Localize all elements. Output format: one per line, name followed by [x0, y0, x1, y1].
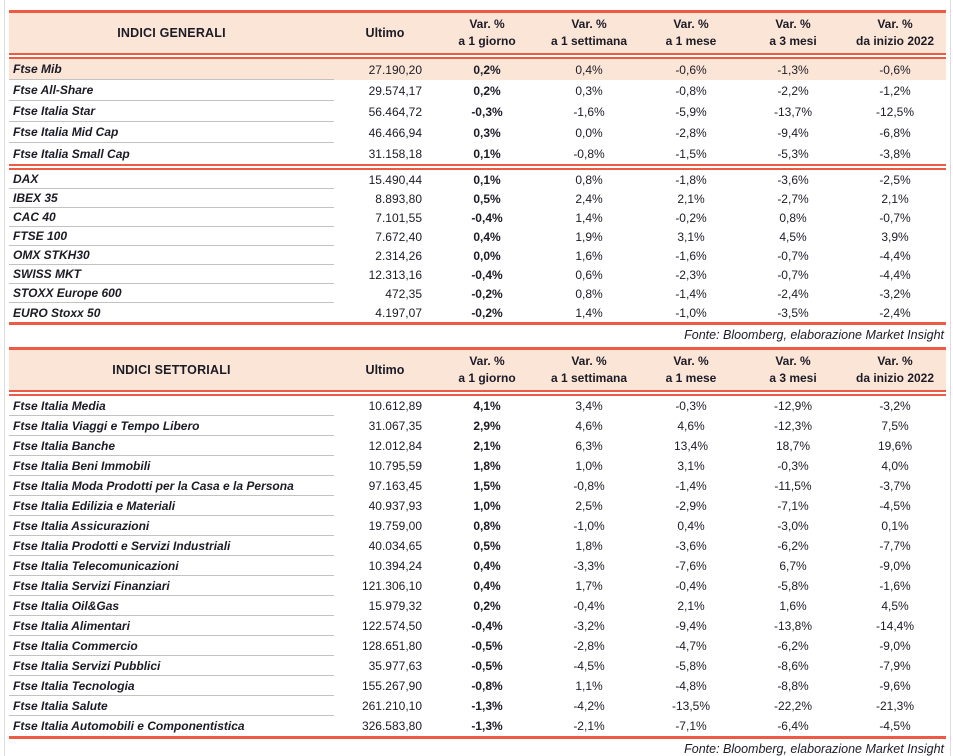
- row-var-0-value: -1,3%: [471, 719, 503, 733]
- row-var-3-value: -7,1%: [777, 499, 809, 513]
- table-row: [9, 496, 946, 516]
- row-ultimo-value: 155.267,90: [361, 679, 422, 693]
- row-var-4-value: -7,9%: [879, 659, 911, 673]
- row-var-3-value: 4,5%: [779, 229, 807, 244]
- row-var-1-value: 1,6%: [575, 248, 603, 263]
- row-var-1-value: -2,1%: [573, 719, 605, 733]
- row-var-2-value: -1,4%: [675, 286, 707, 301]
- row-label: Ftse Italia Viaggi e Tempo Libero: [9, 416, 334, 436]
- row-var-0-value: -1,3%: [471, 699, 503, 713]
- column-header-var-line2: a 3 mesi: [769, 371, 817, 385]
- row-var-1-value: -3,3%: [573, 559, 605, 573]
- row-ultimo-value: 40.034,65: [368, 539, 422, 553]
- row-ultimo-value: 15.490,44: [368, 172, 422, 187]
- row-var-2-value: -1,6%: [675, 248, 707, 263]
- column-header-var-line2: a 1 mese: [665, 371, 717, 385]
- row-ultimo-value: 472,35: [385, 286, 422, 301]
- row-var-1-value: -0,8%: [573, 146, 605, 161]
- row-var-4-value: -6,8%: [879, 125, 911, 140]
- table-row: [9, 436, 946, 456]
- row-var-0-value: -0,5%: [471, 639, 503, 653]
- row-var-3-value: -1,3%: [777, 62, 809, 77]
- column-header-var-4: [844, 353, 946, 387]
- row-var-0-value: 0,2%: [473, 62, 501, 77]
- table-row: [9, 476, 946, 496]
- row-var-2-value: -1,0%: [675, 305, 707, 320]
- table-row: [9, 208, 946, 227]
- row-ultimo-value: 19.759,00: [368, 519, 422, 533]
- row-ultimo-value: 7.672,40: [375, 229, 422, 244]
- row-var-1-value: -4,5%: [573, 659, 605, 673]
- row-var-2-value: -2,9%: [675, 499, 707, 513]
- row-group: [9, 170, 946, 322]
- row-var-1-value: -2,8%: [573, 639, 605, 653]
- row-var-4-value: -1,2%: [879, 83, 911, 98]
- row-label: Ftse Italia Banche: [9, 436, 334, 456]
- row-group: [9, 59, 946, 164]
- row-var-1-value: 2,5%: [575, 499, 603, 513]
- row-label: Ftse Italia Servizi Finanziari: [9, 576, 334, 596]
- row-var-1-value: -0,4%: [573, 599, 605, 613]
- row-var-0-value: -0,3%: [471, 104, 503, 119]
- column-header-var-2: [640, 16, 742, 50]
- table-row: [9, 416, 946, 436]
- row-ultimo-value: 35.977,63: [368, 659, 422, 673]
- row-var-1-value: 0,4%: [575, 62, 603, 77]
- row-label: Ftse Italia Servizi Pubblici: [9, 656, 334, 676]
- row-var-4-value: -4,4%: [879, 267, 911, 282]
- row-ultimo-value: 10.612,89: [368, 399, 422, 413]
- row-var-3-value: -0,7%: [777, 248, 809, 263]
- row-var-2-value: -13,5%: [671, 699, 711, 713]
- row-ultimo-value: 4.197,07: [375, 305, 422, 320]
- row-ultimo-value: 2.314,26: [375, 248, 422, 263]
- row-var-1-value: 1,9%: [575, 229, 603, 244]
- row-var-3-value: -13,7%: [773, 104, 813, 119]
- table-row: [9, 284, 946, 303]
- row-ultimo-value: 15.979,32: [368, 599, 422, 613]
- column-header-var-line1: Var. %: [877, 17, 913, 31]
- row-var-3-value: -11,5%: [774, 479, 812, 493]
- row-label: Ftse Mib: [9, 59, 334, 80]
- row-var-0-value: 1,5%: [473, 479, 501, 493]
- column-header-var-line1: Var. %: [775, 17, 811, 31]
- table-row: [9, 536, 946, 556]
- source-caption: Fonte: Bloomberg, elaborazione Market Insight: [684, 742, 944, 756]
- row-var-1-value: 2,4%: [575, 191, 603, 206]
- row-var-2-value: -4,8%: [675, 679, 707, 693]
- row-ultimo-value: 7.101,55: [375, 210, 422, 225]
- row-label: Ftse Italia Prodotti e Servizi Industriali: [9, 536, 334, 556]
- row-var-4-value: 4,0%: [881, 459, 909, 473]
- row-var-3-value: -5,8%: [777, 579, 809, 593]
- row-var-0-value: -0,2%: [471, 286, 503, 301]
- row-var-3-value: -0,3%: [777, 459, 809, 473]
- row-label: STOXX Europe 600: [9, 284, 334, 303]
- row-var-2-value: -1,8%: [675, 172, 707, 187]
- row-var-1-value: 1,1%: [575, 679, 603, 693]
- row-var-2-value: -2,3%: [675, 267, 707, 282]
- row-var-2-value: 2,1%: [677, 599, 705, 613]
- row-var-0-value: -0,4%: [471, 267, 503, 282]
- row-var-0-value: 0,4%: [473, 559, 501, 573]
- row-var-0-value: -0,5%: [471, 659, 503, 673]
- row-var-1-value: 0,8%: [575, 172, 603, 187]
- row-var-3-value: -6,2%: [777, 639, 809, 653]
- table-row: [9, 556, 946, 576]
- row-var-0-value: 1,0%: [473, 499, 501, 513]
- row-var-4-value: 4,5%: [881, 599, 909, 613]
- table-row: [9, 696, 946, 716]
- row-var-1-value: 1,8%: [575, 539, 603, 553]
- row-ultimo-value: 10.795,59: [368, 459, 422, 473]
- row-var-0-value: 0,8%: [473, 519, 501, 533]
- column-header-var-line2: da inizio 2022: [855, 34, 935, 48]
- row-var-4-value: 19,6%: [877, 439, 913, 453]
- row-var-4-value: -0,6%: [879, 62, 911, 77]
- row-var-3-value: -3,5%: [777, 305, 809, 320]
- row-label: Ftse Italia Commercio: [9, 636, 334, 656]
- row-var-0-value: 2,1%: [473, 439, 501, 453]
- row-var-4-value: -9,6%: [879, 679, 911, 693]
- row-label: Ftse Italia Automobili e Componentistica: [13, 719, 245, 733]
- row-var-1-value: 0,8%: [575, 286, 603, 301]
- row-var-2-value: -5,9%: [675, 104, 707, 119]
- row-ultimo-value: 261.210,10: [361, 699, 422, 713]
- row-ultimo-value: 27.190,20: [368, 62, 422, 77]
- row-var-1-value: 0,0%: [575, 125, 603, 140]
- table-header-row: [9, 13, 946, 53]
- row-var-3-value: -3,6%: [777, 172, 809, 187]
- row-var-1-value: 0,3%: [575, 83, 603, 98]
- row-var-3-value: -8,6%: [777, 659, 809, 673]
- row-var-0-value: -0,8%: [471, 679, 503, 693]
- row-label: Ftse Italia Moda Prodotti per la Casa e la Persona: [9, 476, 334, 496]
- row-var-0-value: 0,0%: [473, 248, 501, 263]
- row-var-2-value: -1,4%: [675, 479, 707, 493]
- column-header-var-line2: a 1 settimana: [550, 34, 628, 48]
- row-label: Ftse Italia Media: [9, 396, 334, 416]
- row-var-4-value: -4,5%: [879, 499, 911, 513]
- column-header-var-0: [436, 16, 538, 50]
- row-var-1-value: 0,6%: [575, 267, 603, 282]
- row-var-1-value: 3,4%: [575, 399, 603, 413]
- table-title: INDICI SETTORIALI: [112, 363, 231, 377]
- row-label: Ftse Italia Mid Cap: [9, 122, 334, 143]
- row-var-3-value: 1,6%: [779, 599, 807, 613]
- table-title: INDICI GENERALI: [117, 26, 226, 40]
- column-header-var-line1: Var. %: [775, 354, 811, 368]
- row-ultimo-value: 31.067,35: [368, 419, 422, 433]
- row-var-3-value: 6,7%: [779, 559, 807, 573]
- row-var-1-value: 1,4%: [575, 305, 603, 320]
- table-row: [9, 576, 946, 596]
- column-header-var-4: [844, 16, 946, 50]
- table-row: [9, 59, 946, 80]
- row-var-4-value: -14,4%: [875, 619, 915, 633]
- row-label: EURO Stoxx 50: [13, 305, 101, 320]
- row-var-2-value: -3,6%: [675, 539, 707, 553]
- table-row: [9, 516, 946, 536]
- row-var-1-value: 4,6%: [575, 419, 603, 433]
- row-ultimo-value: 10.394,24: [368, 559, 422, 573]
- column-header-var-line2: a 3 mesi: [769, 34, 817, 48]
- row-var-4-value: 2,1%: [881, 191, 909, 206]
- row-var-3-value: 18,7%: [775, 439, 811, 453]
- row-var-2-value: 3,1%: [677, 459, 705, 473]
- row-label: Ftse Italia Oil&Gas: [9, 596, 334, 616]
- row-group: [9, 396, 946, 736]
- row-var-4-value: -1,6%: [879, 579, 911, 593]
- table-row: [9, 716, 946, 736]
- row-var-2-value: -0,3%: [675, 399, 707, 413]
- row-var-0-value: 0,3%: [473, 125, 501, 140]
- column-header-var-line2: a 1 giorno: [458, 371, 516, 385]
- row-var-4-value: -3,7%: [879, 479, 911, 493]
- row-ultimo-value: 31.158,18: [368, 146, 422, 161]
- table-header-row: [9, 350, 946, 390]
- column-header-var-line1: Var. %: [469, 17, 505, 31]
- row-var-0-value: 0,2%: [473, 599, 501, 613]
- row-var-3-value: -6,2%: [777, 539, 809, 553]
- row-label: Ftse Italia Star: [9, 101, 334, 122]
- table-bottom-rule: [9, 736, 946, 739]
- row-var-2-value: -7,6%: [675, 559, 707, 573]
- row-var-2-value: 4,6%: [677, 419, 705, 433]
- row-var-1-value: 1,7%: [575, 579, 603, 593]
- column-header-var-line2: a 1 giorno: [458, 34, 516, 48]
- row-var-3-value: -3,0%: [777, 519, 809, 533]
- row-var-3-value: -12,3%: [773, 419, 813, 433]
- row-var-0-value: -0,4%: [471, 210, 503, 225]
- row-var-4-value: -21,3%: [875, 699, 915, 713]
- table-indici-generali: [9, 10, 946, 325]
- row-var-3-value: -5,3%: [777, 146, 809, 161]
- row-var-0-value: 4,1%: [473, 399, 501, 413]
- column-header-var-3: [742, 16, 844, 50]
- row-label: Ftse Italia Assicurazioni: [9, 516, 334, 536]
- row-var-1-value: 1,4%: [575, 210, 603, 225]
- row-var-0-value: -0,2%: [471, 305, 503, 320]
- table-row: [9, 636, 946, 656]
- row-var-3-value: 0,8%: [779, 210, 807, 225]
- row-var-2-value: 13,4%: [673, 439, 709, 453]
- row-ultimo-value: 128.651,80: [361, 639, 422, 653]
- row-var-4-value: 7,5%: [881, 419, 909, 433]
- column-header-var-line1: Var. %: [877, 354, 913, 368]
- row-var-0-value: -0,4%: [471, 619, 503, 633]
- row-var-4-value: -12,5%: [875, 104, 915, 119]
- column-header-ultimo: Ultimo: [365, 363, 405, 377]
- row-label: DAX: [9, 170, 334, 189]
- row-label: CAC 40: [9, 208, 334, 227]
- table-row: [9, 456, 946, 476]
- row-ultimo-value: 121.306,10: [361, 579, 422, 593]
- column-header-var-line1: Var. %: [673, 354, 709, 368]
- row-label: SWISS MKT: [9, 265, 334, 284]
- row-var-2-value: 3,1%: [677, 229, 705, 244]
- table-row: [9, 676, 946, 696]
- row-var-4-value: 3,9%: [881, 229, 909, 244]
- row-var-3-value: -8,8%: [777, 679, 809, 693]
- column-header-var-line1: Var. %: [469, 354, 505, 368]
- row-var-0-value: 0,5%: [473, 539, 501, 553]
- row-var-2-value: -2,8%: [675, 125, 707, 140]
- row-ultimo-value: 46.466,94: [368, 125, 422, 140]
- row-ultimo-value: 29.574,17: [368, 83, 422, 98]
- table-bottom-rule: [9, 322, 946, 325]
- row-var-2-value: -4,7%: [675, 639, 707, 653]
- row-var-3-value: -2,2%: [777, 83, 809, 98]
- table-row: [9, 101, 946, 122]
- row-var-1-value: 6,3%: [575, 439, 603, 453]
- row-ultimo-value: 97.163,45: [368, 479, 422, 493]
- row-var-2-value: -0,6%: [675, 62, 707, 77]
- row-var-4-value: -9,0%: [879, 639, 911, 653]
- table-row: [9, 303, 946, 322]
- row-var-4-value: -2,5%: [879, 172, 911, 187]
- table-row: [9, 396, 946, 416]
- row-var-0-value: 0,1%: [473, 172, 501, 187]
- row-var-1-value: -3,2%: [573, 619, 605, 633]
- row-ultimo-value: 326.583,80: [361, 719, 422, 733]
- column-header-var-1: [538, 16, 640, 50]
- row-ultimo-value: 122.574,50: [361, 619, 422, 633]
- row-var-0-value: 0,4%: [473, 579, 501, 593]
- table-row: [9, 246, 946, 265]
- row-var-3-value: -2,4%: [777, 286, 809, 301]
- row-var-2-value: -5,8%: [675, 659, 707, 673]
- row-label: Ftse Italia Beni Immobili: [9, 456, 334, 476]
- row-var-1-value: -1,6%: [573, 104, 605, 119]
- row-var-0-value: 0,1%: [473, 146, 501, 161]
- row-var-0-value: 0,5%: [473, 191, 501, 206]
- row-label: Ftse All-Share: [9, 80, 334, 101]
- table-row: [9, 170, 946, 189]
- row-var-4-value: -4,4%: [879, 248, 911, 263]
- table-row: [9, 227, 946, 246]
- row-var-4-value: -3,2%: [879, 286, 911, 301]
- row-label: OMX STKH30: [9, 246, 334, 265]
- row-var-0-value: 1,8%: [473, 459, 501, 473]
- column-header-var-line1: Var. %: [673, 17, 709, 31]
- table-row: [9, 656, 946, 676]
- column-header-ultimo: Ultimo: [365, 26, 405, 40]
- row-var-0-value: 0,4%: [473, 229, 501, 244]
- column-header-var-line1: Var. %: [571, 354, 607, 368]
- row-label: IBEX 35: [9, 189, 334, 208]
- row-label: Ftse Italia Salute: [9, 696, 334, 716]
- row-ultimo-value: 12.313,16: [368, 267, 422, 282]
- row-var-4-value: -2,4%: [879, 305, 911, 320]
- table-row: [9, 596, 946, 616]
- report-page: [4, 0, 951, 756]
- column-header-var-line2: da inizio 2022: [855, 371, 935, 385]
- table-row: [9, 616, 946, 636]
- row-label: Ftse Italia Telecomunicazioni: [9, 556, 334, 576]
- column-header-var-0: [436, 353, 538, 387]
- row-var-3-value: -6,4%: [777, 719, 809, 733]
- row-var-1-value: 1,0%: [575, 459, 603, 473]
- row-var-2-value: -9,4%: [675, 619, 707, 633]
- row-var-2-value: -1,5%: [675, 146, 707, 161]
- row-var-4-value: -7,7%: [879, 539, 911, 553]
- row-var-4-value: 0,1%: [881, 519, 909, 533]
- table-row: [9, 143, 946, 164]
- row-var-4-value: -3,8%: [879, 146, 911, 161]
- row-ultimo-value: 40.937,93: [368, 499, 422, 513]
- row-var-0-value: 2,9%: [473, 419, 501, 433]
- row-label: Ftse Italia Tecnologia: [9, 676, 334, 696]
- table-row: [9, 265, 946, 284]
- row-var-1-value: -1,0%: [573, 519, 605, 533]
- row-var-4-value: -0,7%: [879, 210, 911, 225]
- row-var-1-value: -4,2%: [573, 699, 605, 713]
- row-var-3-value: -13,8%: [773, 619, 813, 633]
- row-label: Ftse Italia Edilizia e Materiali: [9, 496, 334, 516]
- row-var-1-value: -0,8%: [573, 479, 605, 493]
- column-header-var-line2: a 1 settimana: [550, 371, 628, 385]
- row-label: Ftse Italia Small Cap: [13, 146, 130, 161]
- column-header-var-3: [742, 353, 844, 387]
- source-caption: Fonte: Bloomberg, elaborazione Market Insight: [684, 328, 944, 342]
- row-var-3-value: -2,7%: [777, 191, 809, 206]
- row-var-3-value: -0,7%: [777, 267, 809, 282]
- row-var-3-value: -22,2%: [773, 699, 813, 713]
- table-row: [9, 122, 946, 143]
- row-var-2-value: -0,4%: [675, 579, 707, 593]
- table-row: [9, 80, 946, 101]
- row-var-3-value: -9,4%: [777, 125, 809, 140]
- row-var-4-value: -4,5%: [879, 719, 911, 733]
- row-var-2-value: -7,1%: [675, 719, 707, 733]
- row-var-3-value: -12,9%: [773, 399, 813, 413]
- row-label: Ftse Italia Alimentari: [9, 616, 334, 636]
- table-indici-settoriali: [9, 347, 946, 739]
- row-var-2-value: 2,1%: [677, 191, 705, 206]
- row-label: FTSE 100: [9, 227, 334, 246]
- row-var-4-value: -3,2%: [879, 399, 911, 413]
- row-ultimo-value: 56.464,72: [368, 104, 422, 119]
- table-row: [9, 189, 946, 208]
- column-header-var-line2: a 1 mese: [665, 34, 717, 48]
- row-ultimo-value: 12.012,84: [368, 439, 422, 453]
- row-var-2-value: 0,4%: [677, 519, 705, 533]
- column-header-var-2: [640, 353, 742, 387]
- row-var-4-value: -9,0%: [879, 559, 911, 573]
- column-header-var-1: [538, 353, 640, 387]
- row-var-0-value: 0,2%: [473, 83, 501, 98]
- row-var-2-value: -0,8%: [675, 83, 707, 98]
- row-var-2-value: -0,2%: [675, 210, 707, 225]
- column-header-var-line1: Var. %: [571, 17, 607, 31]
- row-ultimo-value: 8.893,80: [375, 191, 422, 206]
